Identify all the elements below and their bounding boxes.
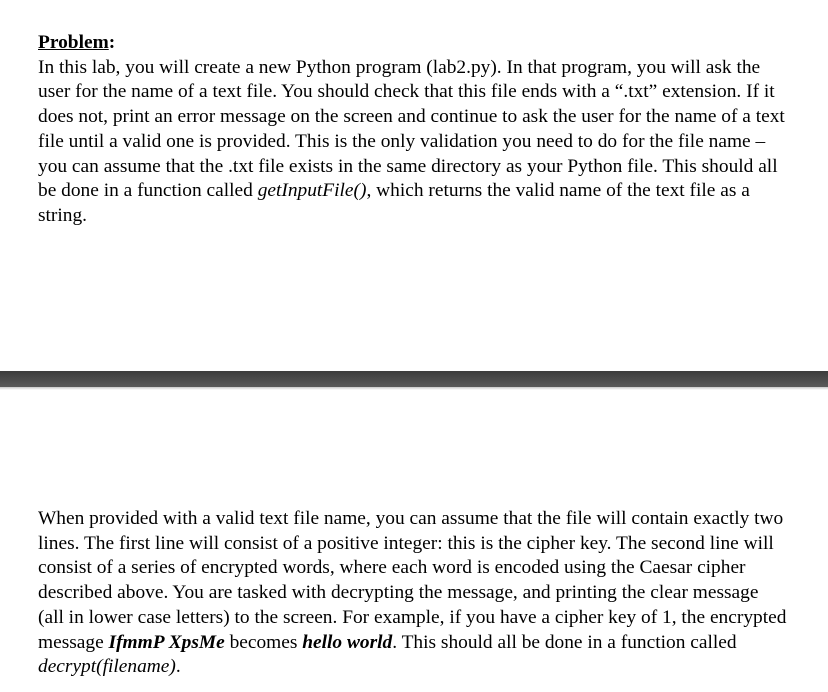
paragraph-line — [38, 105, 823, 130]
text-run: does not, print an error message on the screen and continue to ask the user for the name of a text — [38, 106, 785, 128]
emphasized-text: decrypt(filename) — [38, 656, 176, 678]
text-run: becomes — [224, 631, 303, 653]
problem-heading-text: Problem — [38, 32, 109, 53]
problem-body — [38, 56, 823, 229]
paragraph-line — [38, 556, 823, 581]
paragraph-line — [38, 130, 823, 155]
text-run: lines. The first line will consist of a positive integer: this is the cipher key. The second line will — [38, 532, 774, 554]
paragraph-line — [38, 155, 823, 180]
decrypt-body — [38, 507, 823, 680]
text-run: consist of a series of encrypted words, where each word is encoded using the Caesar cipher — [38, 557, 746, 579]
paragraph-line — [38, 631, 823, 656]
paragraph-line — [38, 80, 823, 105]
page-separator — [0, 371, 828, 387]
paragraph-line — [38, 179, 823, 204]
text-run: described above. You are tasked with decrypting the message, and printing the clear message — [38, 582, 759, 604]
text-run: string. — [38, 204, 88, 226]
page-separator-shadow — [0, 387, 828, 390]
emphasized-text: IfmmP XpsMe — [108, 631, 225, 653]
paragraph-line — [38, 581, 823, 606]
text-run: In this lab, you will create a new Python program (lab2.py). In that program, you will ask the — [38, 56, 761, 78]
paragraph-line — [38, 56, 823, 81]
text-run: , which returns the valid name of the text file as a — [366, 180, 750, 202]
text-run: When provided with a valid text file name, you can assume that the file will contain exactly two — [38, 508, 784, 529]
text-run: file until a valid one is provided. This is the only validation you need to do for the file name – — [38, 130, 766, 152]
text-run: (all in lower case letters) to the screen. For example, if you have a cipher key of 1, the encrypted — [38, 606, 787, 628]
paragraph-line — [38, 507, 823, 532]
paragraph-line — [38, 655, 823, 680]
problem-heading-colon: : — [108, 32, 116, 53]
paragraph-line — [38, 606, 823, 631]
problem-section — [38, 31, 823, 229]
problem-heading — [38, 31, 823, 56]
text-run: be done in a function called — [38, 180, 258, 202]
text-run: you can assume that the .txt file exists in the same directory as your Python file. This should all — [38, 155, 778, 177]
text-run: . This should all be done in a function called — [392, 631, 737, 653]
text-run: message — [38, 631, 109, 653]
text-run: . — [175, 656, 181, 678]
text-run: user for the name of a text file. You should check that this file ends with a “.txt” extension. If it — [38, 81, 775, 103]
emphasized-text: hello world — [302, 631, 393, 653]
decrypt-section — [38, 507, 823, 680]
paragraph-line — [38, 532, 823, 557]
emphasized-text: getInputFile() — [257, 180, 367, 202]
paragraph-line — [38, 204, 823, 229]
